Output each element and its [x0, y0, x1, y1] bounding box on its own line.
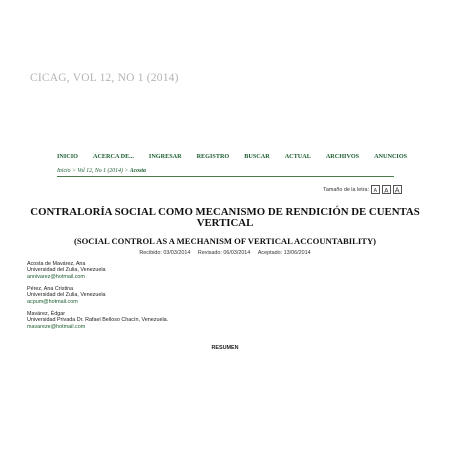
font-larger-button[interactable]: [393, 185, 402, 194]
breadcrumb-separator: >: [122, 168, 130, 174]
breadcrumb-issue[interactable]: Vol 12, No 1 (2014): [77, 168, 123, 174]
author-email[interactable]: acpum@hotmail.com: [27, 298, 78, 305]
abstract-heading: RESUMEN: [211, 345, 239, 351]
nav-item-inicio[interactable]: INICIO: [57, 153, 78, 160]
nav-divider: [57, 176, 394, 177]
author-name: Acosta de Mavárez, Ana: [27, 261, 86, 267]
received-date: Recibido: 03/03/2014: [139, 250, 191, 256]
nav-item-anuncios[interactable]: ANUNCIOS: [374, 153, 408, 160]
main-nav: [57, 153, 422, 160]
nav-item-actual[interactable]: ACTUAL: [284, 153, 311, 160]
breadcrumb: [57, 168, 146, 174]
font-smaller-button[interactable]: [371, 185, 380, 194]
svg-text:A: A: [373, 188, 378, 193]
svg-text:A: A: [384, 187, 389, 193]
revised-date: Revisado: 06/03/2014: [197, 250, 251, 256]
author-affiliation: Universidad Privada Dr. Rafael Belloso Chacín, Venezuela.: [27, 317, 169, 324]
font-default-icon: [383, 186, 390, 193]
font-small-icon: [372, 186, 379, 193]
article-title: CONTRALORÍA SOCIAL COMO MECANISMO DE RENDICIÓN DE CUENTAS VERTICAL: [30, 206, 420, 229]
breadcrumb-home[interactable]: Inicio: [57, 168, 71, 174]
accepted-date: Aceptado: 13/06/2014: [257, 250, 311, 256]
font-default-button[interactable]: [382, 185, 391, 194]
nav-item-buscar[interactable]: BUSCAR: [244, 153, 270, 160]
font-large-icon: [394, 186, 401, 193]
nav-item-acerca[interactable]: ACERCA DE...: [92, 153, 134, 160]
nav-item-ingresar[interactable]: INGRESAR: [148, 153, 182, 160]
author-block: [27, 261, 106, 280]
author-block: [27, 286, 106, 305]
author-affiliation: Universidad del Zulia, Venezuela: [27, 292, 106, 299]
font-size-label: Tamaño de la letra:: [323, 186, 369, 193]
nav-item-registro[interactable]: REGISTRO: [196, 153, 230, 160]
font-size-control: [323, 185, 402, 194]
author-block: [27, 311, 168, 330]
author-email[interactable]: annivarez@hotmail.com: [27, 273, 85, 280]
article-dates: [30, 250, 420, 256]
article-subtitle: (SOCIAL CONTROL AS A MECHANISM OF VERTICAL ACCOUNTABILITY): [73, 236, 377, 246]
breadcrumb-current[interactable]: Acosta: [129, 168, 146, 174]
author-name: Mavárez, Édgar: [27, 311, 66, 317]
breadcrumb-separator: >: [70, 168, 78, 174]
journal-title: CICAG, VOL 12, NO 1 (2014): [30, 72, 179, 84]
nav-item-archivos[interactable]: ARCHIVOS: [325, 153, 360, 160]
author-email[interactable]: mavareze@hotmail.com: [27, 323, 86, 330]
author-affiliation: Universidad del Zulia, Venezuela: [27, 267, 106, 274]
svg-text:A: A: [394, 186, 400, 193]
author-name: Pérez, Ana Cristina: [27, 286, 74, 292]
